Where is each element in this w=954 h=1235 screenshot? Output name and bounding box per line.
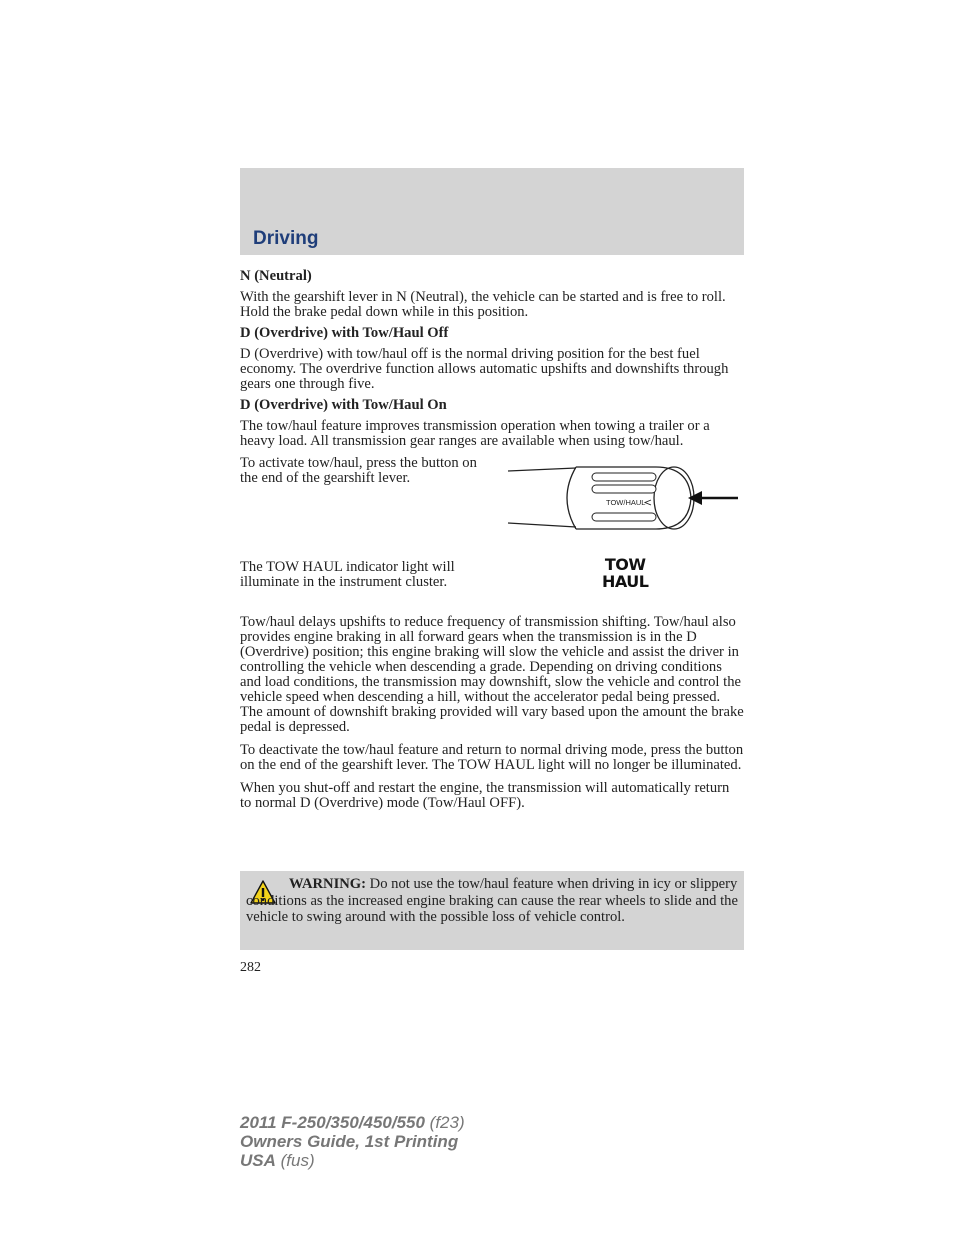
page-content: [240, 267, 744, 817]
footer-line-1: [240, 1113, 465, 1132]
heading-overdrive-off: D (Overdrive) with Tow/Haul Off: [240, 325, 449, 341]
tow-haul-button-label: TOW/HAUL: [606, 498, 646, 507]
indicator-line-2: HAUL: [602, 572, 649, 591]
footer: [240, 1113, 465, 1170]
page-number: 282: [240, 960, 261, 975]
indicator-row: [240, 555, 744, 615]
warning-text: [246, 876, 738, 926]
paragraph-deactivate: To deactivate the tow/haul feature and return to normal driving mode, press the button on the end of the gearshift lever. The TOW HAUL light will no longer be illuminated.: [240, 742, 744, 773]
tow-haul-indicator-icon: [602, 556, 648, 590]
paragraph-overdrive-on: The tow/haul feature improves transmission operation when towing a trailer or a heavy load. All transmission gear ranges are available when using tow/haul.: [240, 418, 710, 449]
paragraph-indicator: The TOW HAUL indicator light will illuminate in the instrument cluster.: [240, 559, 455, 590]
paragraph-restart: When you shut-off and restart the engine, the transmission will automatically return to normal D (Overdrive) mode (Tow/Haul OFF).: [240, 780, 730, 811]
footer-model-code: (f23): [424, 1113, 465, 1132]
activate-row: [240, 456, 744, 560]
footer-market-code: (fus): [275, 1151, 315, 1170]
paragraph-delay: Tow/haul delays upshifts to reduce frequency of transmission shifting. Tow/haul also provides engine braking in all forward gears when the transmission is in the D (Overdrive) position; this engine braking will slow the vehicle and assist the driver in controlling the vehicle when descending a grade. Depending on driving conditions and load conditions, the transmission may downshift, slow the vehicle and control the vehicle speed when descending a hill, without the accelerator pedal being pressed. The amount of downshift braking provided will vary based upon the amount the brake pedal is depressed.: [240, 614, 744, 735]
warning-body: Do not use the tow/haul feature when driving in icy or slippery conditions as the increased engine braking can cause the rear wheels to slide and the vehicle to swing around with the possible loss of vehicle control.: [246, 876, 738, 925]
section-header-band: [240, 168, 744, 255]
gearshift-lever-illustration: [506, 453, 746, 533]
warning-box: [240, 871, 744, 950]
footer-model: 2011 F-250/350/450/550: [240, 1113, 425, 1132]
paragraph-neutral: With the gearshift lever in N (Neutral), the vehicle can be started and is free to roll. Hold the brake pedal down while in this position.: [240, 289, 726, 320]
footer-line-3: [240, 1151, 465, 1170]
paragraph-overdrive-off: D (Overdrive) with tow/haul off is the normal driving position for the best fuel economy. The overdrive function allows automatic upshifts and downshifts through gears one through five.: [240, 346, 729, 392]
indicator-line-1: TOW: [604, 555, 646, 574]
warning-label: WARNING:: [289, 876, 367, 892]
paragraph-activate: To activate tow/haul, press the button on the end of the gearshift lever.: [240, 455, 477, 486]
footer-line-2: Owners Guide, 1st Printing: [240, 1132, 459, 1151]
heading-overdrive-on: D (Overdrive) with Tow/Haul On: [240, 397, 447, 413]
footer-market: USA: [240, 1151, 276, 1170]
section-title: Driving: [253, 228, 319, 249]
heading-neutral: N (Neutral): [240, 268, 312, 284]
